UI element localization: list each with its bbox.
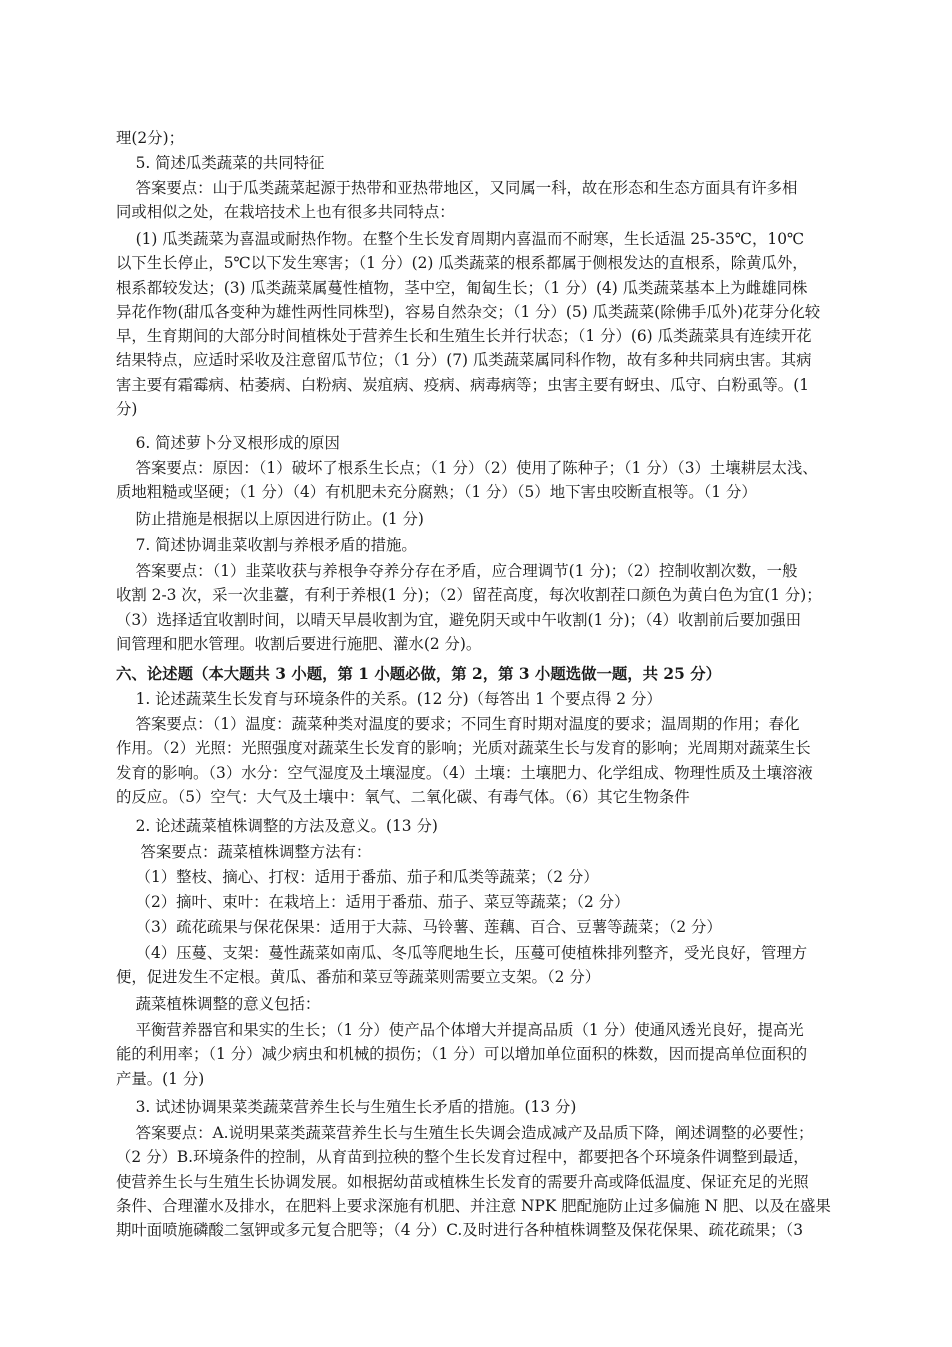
text-line: （1）整枝、摘心、打杈：适用于番茄、茄子和瓜类等蔬菜；（2 分） (116, 868, 599, 886)
list-item (116, 915, 874, 939)
section-heading (116, 662, 874, 686)
text-line: 5. 简述瓜类蔬菜的共同特征 (116, 154, 325, 172)
text-line: 产量。(1 分) (116, 1069, 205, 1088)
text-line: 答案要点：山于瓜类蔬菜起源于热带和亚热带地区，又同属一科，故在形态和生态方面具有许多相 (116, 179, 798, 197)
answer-paragraph (116, 559, 874, 656)
text-line: （4）压蔓、支架：蔓性蔬菜如南瓜、冬瓜等爬地生长，压蔓可使植株排列整齐，受光良好，管理方 (116, 944, 808, 962)
text-line: 3. 试述协调果菜类蔬菜营养生长与生殖生长矛盾的措施。(13 分) (116, 1098, 577, 1116)
question-heading (116, 533, 874, 557)
text-line (116, 126, 874, 150)
text-line: 结果特点，应适时采收及注意留瓜节位；（1 分）(7) 瓜类蔬菜属同科作物，故有多种共同病虫害。其病 (116, 351, 812, 370)
question-heading (116, 431, 874, 455)
text-line: 早，生育期间的大部分时间植株处于营养生长和生殖生长并行状态；（1 分）(6) 瓜类蔬菜具有连续开花 (116, 327, 812, 346)
text-line: 根系都较发达；(3) 瓜类蔬菜属蔓性植物，茎中空，匍匐生长；（1 分）(4) 瓜类蔬菜基本上为雌雄同株 (116, 278, 808, 297)
text-line: 答案要点：（1）韭菜收获与养根争夺养分存在矛盾，应合理调节(1 分)；（2）控制收割次数，一般 (116, 562, 798, 580)
answer-paragraph (116, 456, 874, 505)
text-line: 平衡营养器官和果实的生长；（1 分）使产品个体增大并提高品质（1 分）使通风透光良好，提高光 (116, 1021, 804, 1039)
answer-paragraph (116, 507, 874, 531)
question-heading (116, 687, 874, 711)
text-line: 异花作物(甜瓜各变种为雄性两性同株型)，容易自然杂交；（1 分）(5) 瓜类蔬菜(除佛手瓜外)花芽分化较 (116, 302, 821, 321)
text-line: 的反应。（5）空气：大气及土壤中：氧气、二氧化碳、有毒气体。（6）其它生物条件 (116, 787, 690, 806)
text-line: 1. 论述蔬菜生长发育与环境条件的关系。(12 分)（每答出 1 个要点得 2 分） (116, 690, 662, 708)
text-line: 六、论述题（本大题共 3 小题，第 1 小题必做，第 2，第 3 小题选做一题，共 25 分） (116, 665, 721, 683)
text-line: 能的利用率；（1 分）减少病虫和机械的损伤；（1 分）可以增加单位面积的株数，因而提高单位面积的 (116, 1045, 808, 1064)
question-heading (116, 151, 874, 175)
text-line: 分) (116, 400, 138, 419)
text-line: 同或相似之处，在栽培技术上也有很多共同特点： (116, 203, 455, 222)
text-line: 防止措施是根据以上原因进行防止。(1 分) (116, 510, 424, 528)
text-line: （2 分）B.环境条件的控制，从育苗到拉秧的整个生长发育过程中，都要把各个环境条件调整到最适， (116, 1148, 809, 1167)
answer-paragraph (116, 840, 874, 864)
text-line: 7. 简述协调韭菜收割与养根矛盾的措施。 (116, 536, 417, 554)
text-line: 害主要有霜霉病、枯萎病、白粉病、炭疽病、疫病、病毒病等；虫害主要有蚜虫、瓜守、白粉虱等。(1 (116, 375, 809, 394)
text-line: 答案要点：蔬菜植株调整方法有： (116, 843, 372, 861)
text-line: 作用。（2）光照：光照强度对蔬菜生长发育的影响；光质对蔬菜生长与发育的影响；光周期对蔬菜生长 (116, 739, 811, 758)
text-line: 使营养生长与生殖生长协调发展。如根据幼苗或植株生长发育的需要升高或降低温度、保证充足的光照 (116, 1172, 809, 1191)
text-line: 间管理和肥水管理。收割后要进行施肥、灌水(2 分)。 (116, 634, 482, 653)
answer-paragraph (116, 227, 874, 421)
list-item (116, 890, 874, 914)
answer-paragraph (116, 712, 874, 809)
text-line: 答案要点：（1）温度：蔬菜种类对温度的要求；不同生育时期对温度的要求；温周期的作用；春化 (116, 715, 800, 733)
text-line: 发育的影响。（3）水分：空气湿度及土壤湿度。（4）土壤：土壤肥力、化学组成、物理性质及土壤溶液 (116, 763, 813, 782)
answer-paragraph (116, 1121, 874, 1242)
text-line: 蔬菜植株调整的意义包括： (116, 995, 321, 1013)
text-line: 6. 简述萝卜分叉根形成的原因 (116, 434, 340, 452)
list-item (116, 941, 874, 990)
text-line: 2. 论述蔬菜植株调整的方法及意义。(13 分) (116, 817, 438, 835)
text-line: 理(2分)； (116, 129, 184, 147)
text-line: （3）选择适宜收割时间，以晴天早晨收割为宜，避免阴天或中午收割(1 分)；（4）收割前后要加强田 (116, 610, 801, 629)
text-line: 质地粗糙或坚硬；（1 分）（4）有机肥未充分腐熟；（1 分）（5）地下害虫咬断直根等。（1 分） (116, 483, 757, 502)
answer-paragraph (116, 1018, 874, 1091)
question-heading (116, 1095, 874, 1119)
question-heading (116, 814, 874, 838)
answer-paragraph (116, 992, 874, 1016)
text-line: 答案要点：A.说明果菜类蔬菜营养生长与生殖生长失调会造成减产及品质下降，阐述调整的必要性； (116, 1124, 814, 1142)
text-line: 以下生长停止，5℃以下发生寒害；（1 分）(2) 瓜类蔬菜的根系都属于侧根发达的直根系，除黄瓜外， (116, 254, 808, 273)
text-line: 期叶面喷施磷酸二氢钾或多元复合肥等；（4 分）C.及时进行各种植株调整及保花保果、疏花疏果；（3 (116, 1221, 803, 1240)
text-line: （3）疏花疏果与保花保果：适用于大蒜、马铃薯、莲藕、百合、豆薯等蔬菜；（2 分） (116, 918, 722, 936)
text-line: (1) 瓜类蔬菜为喜温或耐热作物。在整个生长发育周期内喜温而不耐寒，生长适温 25-35℃，10℃ (116, 230, 805, 248)
text-line: 便，促进发生不定根。黄瓜、番茄和菜豆等蔬菜则需要立支架。（2 分） (116, 968, 601, 987)
text-line: 答案要点：原因：（1）破坏了根系生长点；（1 分）（2）使用了陈种子；（1 分）（3）土壤耕层太浅、 (116, 459, 818, 477)
answer-paragraph (116, 176, 874, 225)
list-item (116, 865, 874, 889)
text-line: 条件、合理灌水及排水，在肥料上要求深施有机肥、并注意 NPK 肥配施防止过多偏施 N 肥、以及在盛果 (116, 1196, 831, 1215)
text-line: （2）摘叶、束叶：在栽培上：适用于番茄、茄子、菜豆等蔬菜；（2 分） (116, 893, 630, 911)
text-line: 收割 2-3 次，采一次韭薹，有利于养根(1 分)；（2）留茬高度，每次收割茬口颜色为黄白色为宜(1 分)； (116, 586, 822, 605)
